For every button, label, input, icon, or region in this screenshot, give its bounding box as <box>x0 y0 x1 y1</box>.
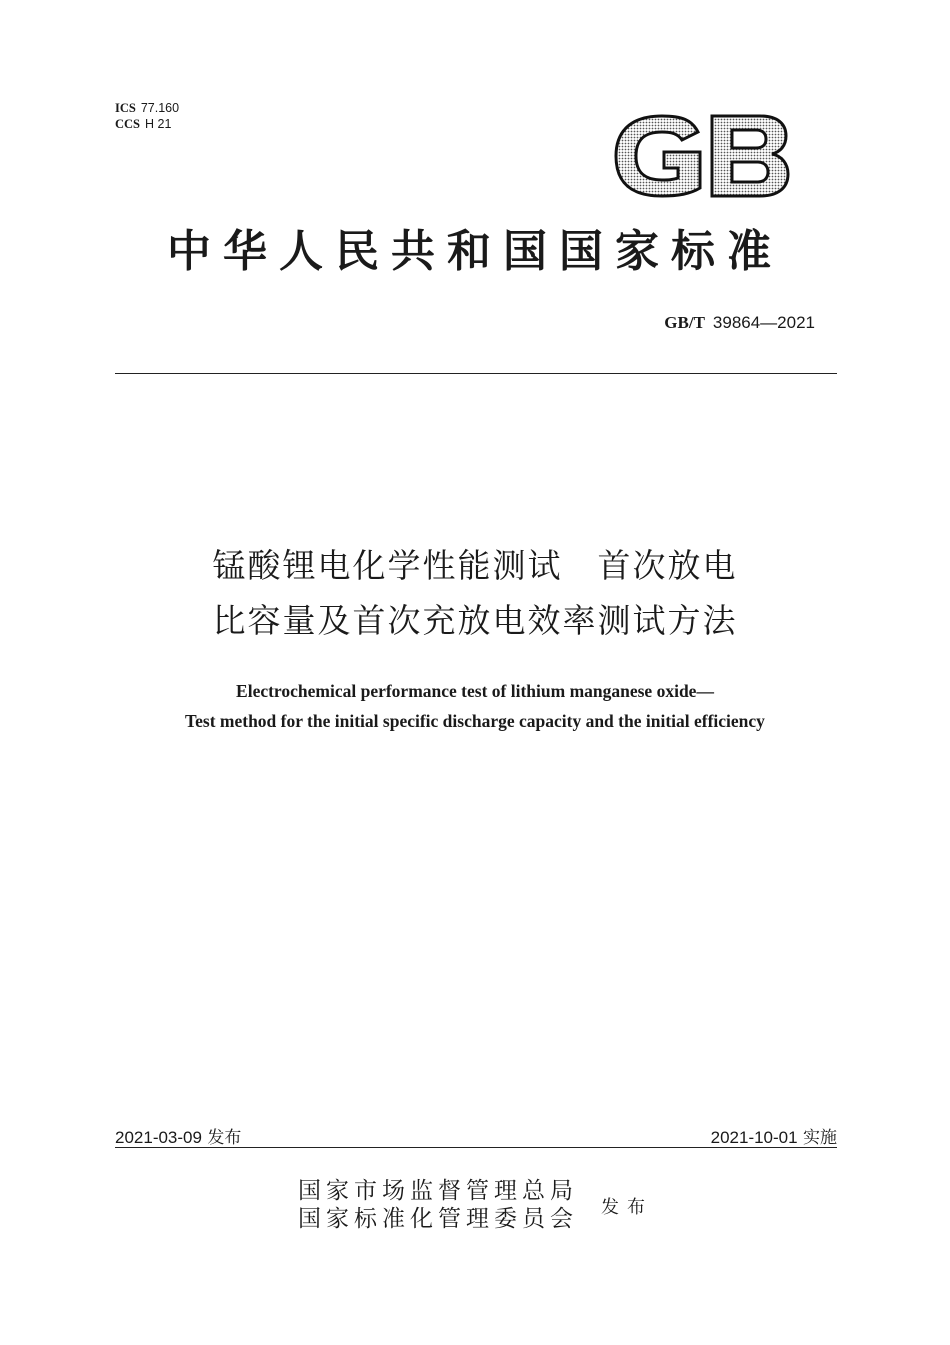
publish-date <box>115 1123 241 1148</box>
standard-number <box>664 313 815 333</box>
bottom-divider <box>115 1147 837 1148</box>
english-title-line-2: Test method for the initial specific discharge capacity and the initial efficiency <box>185 711 765 731</box>
ics-code <box>115 100 179 116</box>
standard-code: 39864—2021 <box>712 313 815 332</box>
ccs-code <box>115 116 179 132</box>
implement-date <box>711 1123 837 1148</box>
english-title-line-1: Electrochemical performance test of lithium manganese oxide— <box>236 681 714 701</box>
standard-prefix: GB/T <box>664 313 705 332</box>
ccs-value: H 21 <box>145 117 172 131</box>
implement-date-value: 2021-10-01 <box>710 1128 798 1147</box>
english-title <box>60 676 890 736</box>
gb-logo <box>612 112 790 200</box>
publish-date-value: 2021-03-09 <box>115 1128 202 1147</box>
issue-label: 发布 <box>601 1197 653 1218</box>
classification-codes <box>115 100 179 132</box>
ics-label: ICS <box>115 101 136 115</box>
publish-date-label: 发布 <box>207 1128 242 1148</box>
national-standard-title: 中华人民共和国国家标准 <box>167 226 783 277</box>
issuer-sac: 国家标准化管理委员会 <box>298 1206 578 1232</box>
issuing-authorities <box>298 1177 578 1233</box>
chinese-title-line-2: 比容量及首次充放电效率测试方法 <box>212 601 738 640</box>
ccs-label: CCS <box>115 117 141 131</box>
ics-value: 77.160 <box>140 101 180 115</box>
chinese-title-line-1: 锰酸锂电化学性能测试 首次放电 <box>212 546 738 585</box>
chinese-title <box>100 538 850 648</box>
implement-date-label: 实施 <box>803 1128 837 1148</box>
top-divider <box>115 373 837 374</box>
issuer-samr: 国家市场监督管理总局 <box>298 1178 578 1204</box>
